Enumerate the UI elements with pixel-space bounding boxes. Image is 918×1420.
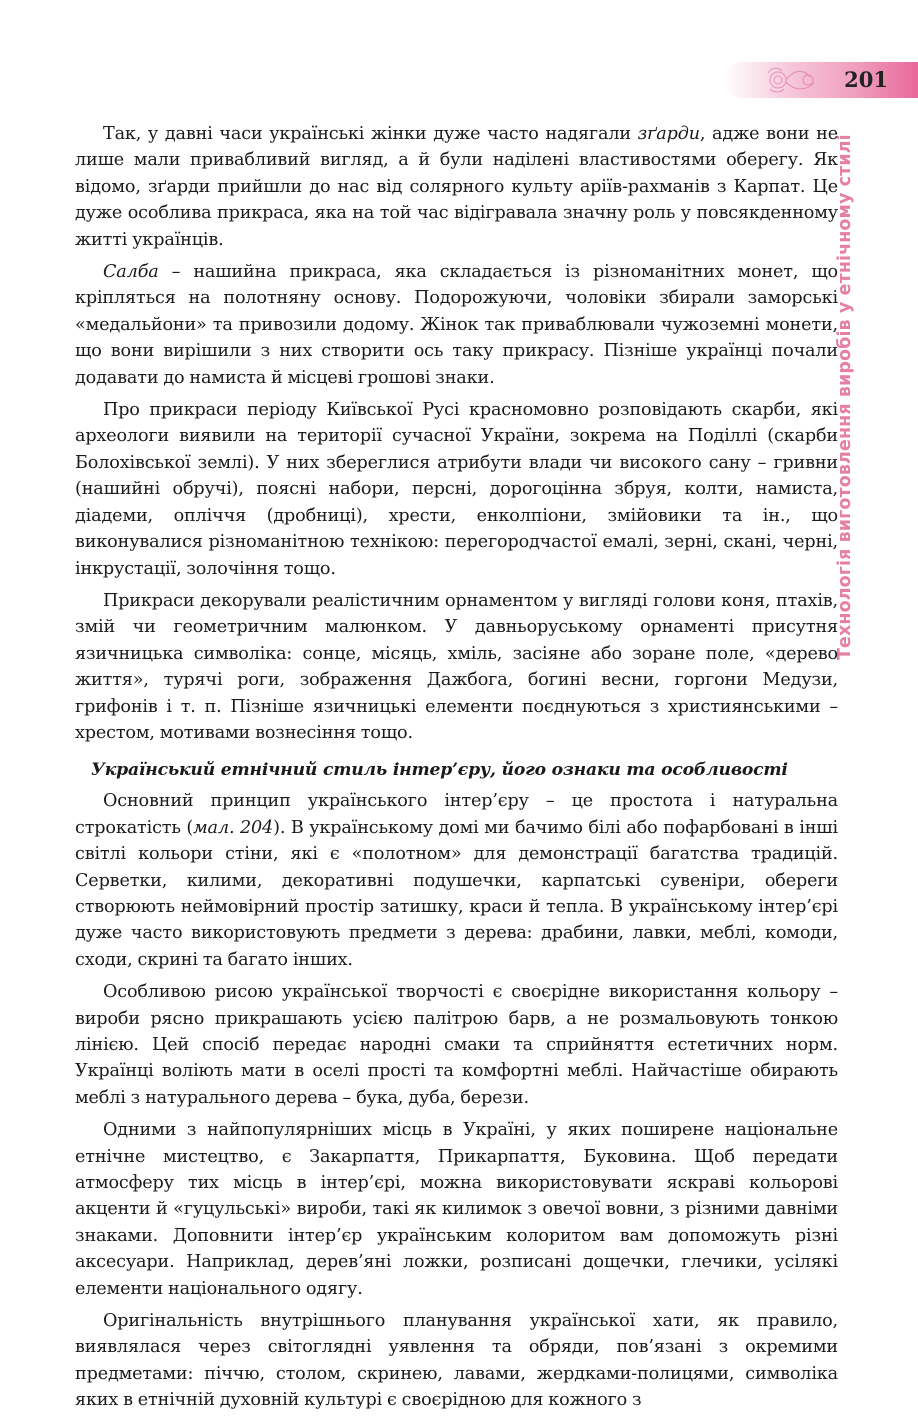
section-subheading: Український етнічний стиль інтер’єру, його ознаки та особливості xyxy=(91,760,788,781)
paragraph: Одними з найпопулярніших місць в Україні, у яких поширене національне етнічне мистецтво, є Закарпаття, Прикарпаття, Буковина. Щоб передати атмосферу тих місць в інтер’єрі, можна використовувати яскраві кольорові акценти й «гуцульські» вироби, такі як килимок з овечої вовни, з різними давніми знаками. Доповнити інтер’єр українським колоритом вам допоможуть різні аксесуари. Наприклад, дерев’яні ложки, розписані дощечки, глечики, усілякі елементи національного одягу. xyxy=(75,1120,838,1299)
paragraph: Основний принцип українського інтер’єру – це простота і натуральна строкатість (мал. 204). В українському домі ми бачимо білі або пофарбовані в інші світлі кольори стіни, які є «полотном» для демонстрації багатства традицій. Серветки, килими, декоративні подушечки, карпатські сувеніри, обереги створюють неймовірний простір затишку, краси й тепла. В українському інтер’єрі дуже часто використовують предмети з дерева: драбини, лавки, меблі, комоди, сходи, скрині та багато інших. xyxy=(75,791,838,970)
page-number-tab xyxy=(724,62,918,98)
paragraph: Так, у давні часи українські жінки дуже часто надягали зґарди, адже вони не лише мали привабливий вигляд, а й були наділені властивостями оберегу. Як відомо, зґарди прийшли до нас від солярного культу аріїв-рахманів з Карпат. Це дуже особлива прикраса, яка на той час відігравала значну роль у повсякденному житті українців. xyxy=(75,124,839,250)
paragraph: Прикраси декорували реалістичним орнаментом у вигляді голови коня, птахів, змій чи геометричним малюнком. У давньоруському орнаменті присутня язичницька символіка: сонце, місяць, хміль, засіяне або зоране поле, «дерево життя», турячі роги, зображення Дажбога, богині весни, горгони Медузи, грифонів і т. п. Пізніше язичницькі елементи поєднуються з християнськими – хрестом, мотивами вознесіння тощо. xyxy=(75,590,838,743)
section-side-title: Технологія виготовлення виробів у етнічному стилі xyxy=(835,134,855,660)
paragraph: Про прикраси періоду Київської Русі красномовно розповідають скарби, які археологи виявили на території сучасної України, зокрема на Поділлі (скарби Болохівської землі). У них збереглися атрибути влади чи високого сану – гривни (нашийні обручі), поясні набори, персні, дорогоцінна збруя, колти, намиста, діадеми, опліччя (дробниці), хрести, енколпіони, змійовики та ін., що виконувалися різноманітною технікою: перегородчастої емалі, зерні, скані, черні, інкрустації, золочіння тощо. xyxy=(75,400,838,579)
paragraph: Салба – нашийна прикраса, яка складається із різноманітних монет, що кріпляться на полотняну основу. Подорожуючи, чоловіки збирали заморські «медальйони» та привозили додому. Жінок так приваблювали чужоземні монети, що вони вирішили з них створити ось таку прикрасу. Пізніше українці почали додавати до намиста й місцеві грошові знаки. xyxy=(75,262,838,388)
paragraph: Особливою рисою української творчості є своєрідне використання кольору – вироби рясно прикрашають усією палітрою барв, а не розмальовують тонкою лінією. Цей спосіб передає народні смаки та сприйняття естетичних норм. Українці воліють мати в оселі прості та комфортні меблі. Найчастіше обирають меблі з натурального дерева – бука, дуба, берези. xyxy=(75,982,838,1108)
floral-ornament-icon xyxy=(764,65,824,95)
paragraph: Оригінальність внутрішнього планування української хати, як правило, виявлялася через світоглядні уявлення та обряди, пов’язані з окремими предметами: піччю, столом, скринею, лавами, жердками-полицями, символіка яких в етнічній духовній культурі є своєрідною для кожного з xyxy=(75,1311,838,1411)
page-number: 201 xyxy=(844,67,888,92)
page-content xyxy=(75,121,838,1420)
